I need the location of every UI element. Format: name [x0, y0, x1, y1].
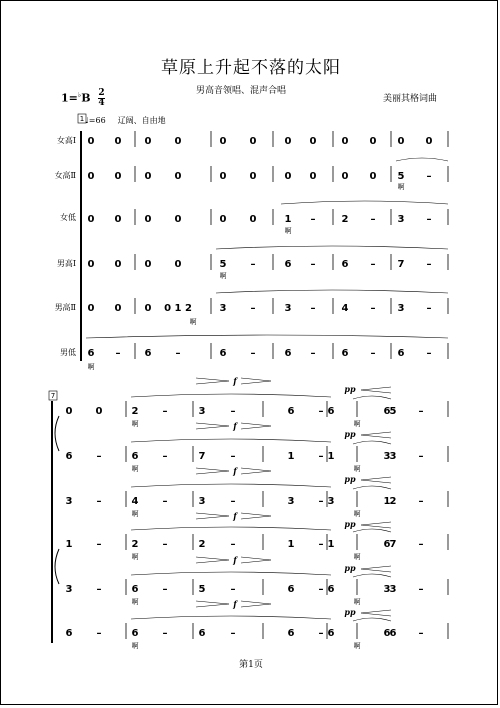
- slur-system-2-long: [131, 616, 331, 619]
- system-2-note: –: [418, 406, 424, 417]
- system-2-note: 1: [287, 451, 295, 462]
- system-1-note: 0: [369, 171, 377, 182]
- system-2-note: –: [318, 406, 324, 417]
- system-2-note: 6: [287, 628, 295, 639]
- part-label-tenor-1: 男高Ⅰ: [56, 259, 76, 268]
- system-2-note: –: [162, 584, 168, 595]
- system-2-note: –: [96, 451, 102, 462]
- system-2-note: 6: [383, 539, 391, 550]
- decrescendo-pp-hairpin: [361, 566, 391, 572]
- decrescendo-hairpin: [241, 423, 271, 429]
- system-1-note: 0: [114, 171, 122, 182]
- system-2-note: 3: [65, 496, 73, 507]
- system-2-note: 3: [327, 496, 335, 507]
- decrescendo-hairpin: [241, 557, 271, 563]
- system-2-note: 3: [389, 584, 397, 595]
- system-2-note: 3: [383, 451, 391, 462]
- slur-soprano-2: [396, 158, 448, 161]
- lyric-system-2-b: 啊: [353, 598, 361, 606]
- system-1-note: 0: [144, 259, 152, 270]
- system-1-note: 6: [144, 348, 152, 359]
- system-1-note: 0: [249, 171, 257, 182]
- part-label-soprano-2: 女高Ⅱ: [54, 171, 76, 180]
- system-2-note: 5: [198, 584, 206, 595]
- lyric-tenor-2: 啊: [189, 318, 197, 326]
- system-1-note: 0: [341, 171, 349, 182]
- system-1-note: 6: [341, 259, 349, 270]
- system-2-note: 1: [287, 539, 295, 550]
- time-num: 2: [98, 88, 105, 98]
- system-1-note: 0: [114, 259, 122, 270]
- system-2-note: 3: [198, 496, 206, 507]
- system-2-note: –: [318, 496, 324, 507]
- system-1-note: –: [426, 171, 432, 182]
- key-prefix: 1=: [61, 91, 78, 105]
- dynamic-f: f: [233, 376, 237, 386]
- measure-number-1: 1: [79, 115, 85, 123]
- system-2-note: –: [418, 496, 424, 507]
- system-2-note: 6: [383, 628, 391, 639]
- system-1-note: 0: [114, 303, 122, 314]
- decrescendo-pp-hairpin: [361, 522, 391, 528]
- system-2-note: –: [162, 539, 168, 550]
- system-2-note: 1: [65, 539, 73, 550]
- lyric-system-2-a: 啊: [131, 642, 139, 650]
- system-1-note: –: [310, 259, 316, 270]
- system-2-note: 7: [389, 539, 397, 550]
- system-2-note: 1: [327, 451, 335, 462]
- slur-system-2-long: [131, 572, 331, 575]
- slur-system-2-short: [353, 618, 391, 621]
- system-1-note: –: [370, 259, 376, 270]
- dynamic-f: f: [233, 555, 237, 565]
- system-2-note: 3: [383, 584, 391, 595]
- system-2-note: 6: [131, 451, 139, 462]
- system-2-note: 2: [389, 496, 397, 507]
- system-1-note: –: [310, 348, 316, 359]
- dynamic-pp: pp: [344, 429, 356, 439]
- system-2-note: 6: [198, 628, 206, 639]
- system-2-note: 6: [327, 584, 335, 595]
- system-1-note: 0: [87, 303, 95, 314]
- lyric-system-2-a: 啊: [131, 420, 139, 428]
- system-1-note: 0: [249, 136, 257, 147]
- dynamic-f: f: [233, 421, 237, 431]
- decrescendo-hairpin: [241, 378, 271, 384]
- system-1-note: 5: [219, 259, 227, 270]
- system-1-note: –: [250, 259, 256, 270]
- slur-tenor-1: [216, 246, 448, 249]
- system-1-note: 0: [114, 214, 122, 225]
- system-2-note: –: [96, 584, 102, 595]
- dynamic-pp: pp: [344, 474, 356, 484]
- system-1-note: –: [426, 214, 432, 225]
- system-2-note: –: [230, 406, 236, 417]
- slur-system-2-long: [131, 439, 331, 442]
- system-1-note: 7: [397, 259, 405, 270]
- system-1-note: 1: [284, 214, 292, 225]
- system-2-note: –: [96, 496, 102, 507]
- system-2-note: 6: [287, 406, 295, 417]
- slur-bass: [86, 335, 448, 338]
- system-1-note: 0 1 2: [164, 303, 192, 314]
- system-1-note: 0: [219, 171, 227, 182]
- system-1-note: 0: [309, 171, 317, 182]
- system-1-note: 0: [219, 214, 227, 225]
- system-2-note: –: [162, 451, 168, 462]
- system-2-note: 6: [383, 406, 391, 417]
- score-subtitle: 男高音领唱、混声合唱: [196, 86, 287, 96]
- dynamic-pp: pp: [344, 384, 356, 394]
- system-2-brace-men: [55, 549, 59, 584]
- system-2-note: –: [418, 539, 424, 550]
- decrescendo-pp-hairpin: [361, 610, 391, 616]
- lyric-alto: 啊: [284, 227, 292, 235]
- system-1-note: 3: [397, 303, 405, 314]
- lyric-system-2-b: 啊: [353, 420, 361, 428]
- system-2-note: 0: [95, 406, 103, 417]
- system-1-note: 0: [144, 136, 152, 147]
- crescendo-hairpin: [196, 557, 229, 563]
- page-number: 第1页: [239, 660, 263, 670]
- tempo-expression: 辽阔、自由地: [117, 116, 166, 125]
- system-2-note: –: [418, 451, 424, 462]
- dynamic-pp: pp: [344, 607, 356, 617]
- lyric-bass: 啊: [87, 363, 95, 371]
- system-1-note: –: [426, 303, 432, 314]
- system-1-note: –: [370, 214, 376, 225]
- composer-credit: 美丽其格词曲: [383, 94, 438, 104]
- lyric-system-2-b: 啊: [353, 642, 361, 650]
- lyric-system-2-a: 啊: [131, 598, 139, 606]
- crescendo-hairpin: [196, 378, 229, 384]
- slur-system-2-short: [353, 441, 391, 444]
- score-notation: [1, 1, 500, 708]
- system-2-note: 5: [389, 406, 397, 417]
- system-1-note: –: [310, 214, 316, 225]
- system-1-note: 0: [114, 136, 122, 147]
- system-2-note: –: [418, 628, 424, 639]
- dynamic-pp: pp: [344, 563, 356, 573]
- slur-system-2-short: [353, 529, 391, 532]
- crescendo-hairpin: [196, 513, 229, 519]
- part-label-alto: 女低: [60, 213, 76, 222]
- system-2-note: 6: [65, 628, 73, 639]
- system-2-note: –: [318, 584, 324, 595]
- system-2-note: 6: [65, 451, 73, 462]
- system-1-note: 6: [284, 348, 292, 359]
- system-1-note: 0: [341, 136, 349, 147]
- slur-tenor-2: [216, 290, 448, 293]
- system-2-note: –: [162, 406, 168, 417]
- system-1-note: 0: [174, 259, 182, 270]
- system-1-note: 0: [249, 214, 257, 225]
- system-2-note: 0: [65, 406, 73, 417]
- system-2-note: –: [230, 451, 236, 462]
- system-1-note: –: [370, 348, 376, 359]
- system-1-note: –: [250, 303, 256, 314]
- system-1-note: 3: [284, 303, 292, 314]
- system-1-note: 3: [219, 303, 227, 314]
- lyric-soprano-2: 啊: [397, 183, 405, 191]
- tempo-mark: ♩=66: [85, 116, 106, 125]
- system-2-note: –: [230, 584, 236, 595]
- dynamic-f: f: [233, 466, 237, 476]
- system-1-note: 0: [284, 136, 292, 147]
- time-den: 4: [98, 98, 105, 108]
- system-1-note: 0: [284, 171, 292, 182]
- system-2-note: –: [162, 496, 168, 507]
- system-1-note: 0: [219, 136, 227, 147]
- system-1-note: 4: [341, 303, 349, 314]
- dynamic-f: f: [233, 511, 237, 521]
- system-2-note: 6: [327, 628, 335, 639]
- slur-system-2-long: [131, 484, 331, 487]
- system-2-note: –: [230, 496, 236, 507]
- system-1-note: –: [115, 348, 121, 359]
- system-2-note: 3: [287, 496, 295, 507]
- system-2-note: 3: [198, 406, 206, 417]
- system-2-note: 6: [131, 584, 139, 595]
- system-2-note: 4: [131, 496, 139, 507]
- decrescendo-pp-hairpin: [361, 387, 391, 393]
- system-1-note: 0: [87, 171, 95, 182]
- lyric-system-2-b: 啊: [353, 465, 361, 473]
- system-2-note: 6: [389, 628, 397, 639]
- system-1-note: 0: [144, 171, 152, 182]
- lyric-system-2-b: 啊: [353, 510, 361, 518]
- system-2-note: –: [418, 584, 424, 595]
- system-1-note: –: [370, 303, 376, 314]
- system-2-note: 6: [131, 628, 139, 639]
- decrescendo-pp-hairpin: [361, 432, 391, 438]
- lyric-system-2-a: 啊: [131, 553, 139, 561]
- system-2-note: 2: [198, 539, 206, 550]
- crescendo-hairpin: [196, 601, 229, 607]
- system-2-note: –: [162, 628, 168, 639]
- system-1-note: 0: [174, 136, 182, 147]
- slur-alto: [281, 201, 448, 204]
- system-1-note: –: [426, 259, 432, 270]
- dynamic-f: f: [233, 599, 237, 609]
- lyric-tenor-1: 啊: [219, 272, 227, 280]
- system-1-note: 6: [397, 348, 405, 359]
- system-2-note: 2: [131, 539, 139, 550]
- system-2-brace-women: [55, 416, 59, 451]
- lyric-system-2-a: 啊: [131, 465, 139, 473]
- decrescendo-pp-hairpin: [361, 477, 391, 483]
- lyric-system-2-b: 啊: [353, 553, 361, 561]
- system-2-note: 7: [198, 451, 206, 462]
- system-2-note: –: [230, 539, 236, 550]
- system-2-note: 3: [65, 584, 73, 595]
- key-note: B: [81, 91, 91, 105]
- system-1-note: 6: [87, 348, 95, 359]
- lyric-system-2-a: 啊: [131, 510, 139, 518]
- system-1-note: 0: [425, 136, 433, 147]
- system-1-note: –: [310, 303, 316, 314]
- slur-system-2-short: [353, 574, 391, 577]
- system-1-note: 0: [397, 136, 405, 147]
- system-2-note: –: [318, 451, 324, 462]
- system-2-note: 1: [383, 496, 391, 507]
- system-1-note: 0: [174, 171, 182, 182]
- system-1-note: 0: [174, 214, 182, 225]
- system-2-note: –: [318, 628, 324, 639]
- system-2-note: 1: [327, 539, 335, 550]
- system-2-note: 2: [131, 406, 139, 417]
- decrescendo-hairpin: [241, 513, 271, 519]
- system-1-note: 0: [87, 136, 95, 147]
- system-1-note: 3: [397, 214, 405, 225]
- system-2-note: 6: [327, 406, 335, 417]
- system-2-note: –: [230, 628, 236, 639]
- slur-system-2-long: [131, 527, 331, 530]
- system-1-note: –: [250, 348, 256, 359]
- crescendo-hairpin: [196, 468, 229, 474]
- part-label-soprano-1: 女高Ⅰ: [56, 136, 76, 145]
- system-1-note: 6: [219, 348, 227, 359]
- system-1-note: 0: [309, 136, 317, 147]
- system-1-note: –: [426, 348, 432, 359]
- system-1-note: 6: [284, 259, 292, 270]
- measure-number-7: 7: [50, 392, 56, 400]
- part-label-bass: 男低: [60, 348, 76, 357]
- system-1-note: 0: [87, 259, 95, 270]
- slur-system-2-short: [353, 396, 391, 399]
- system-2-note: –: [96, 628, 102, 639]
- system-1-note: 0: [144, 303, 152, 314]
- system-1-note: 5: [397, 171, 405, 182]
- decrescendo-hairpin: [241, 601, 271, 607]
- system-2-note: –: [96, 539, 102, 550]
- system-2-note: 3: [389, 451, 397, 462]
- system-1-note: –: [175, 348, 181, 359]
- slur-system-2-long: [131, 394, 331, 397]
- system-2-note: –: [318, 539, 324, 550]
- decrescendo-hairpin: [241, 468, 271, 474]
- score-title: 草原上升起不落的太阳: [161, 58, 341, 78]
- system-1-note: 6: [341, 348, 349, 359]
- system-1-note: 0: [369, 136, 377, 147]
- slur-system-2-short: [353, 486, 391, 489]
- crescendo-hairpin: [196, 423, 229, 429]
- system-1-note: 0: [144, 214, 152, 225]
- dynamic-pp: pp: [344, 519, 356, 529]
- system-2-note: 6: [287, 584, 295, 595]
- key-flat: ♭: [77, 89, 82, 99]
- system-1-note: 2: [341, 214, 349, 225]
- part-label-tenor-2: 男高Ⅱ: [54, 303, 76, 312]
- system-1-note: 0: [87, 214, 95, 225]
